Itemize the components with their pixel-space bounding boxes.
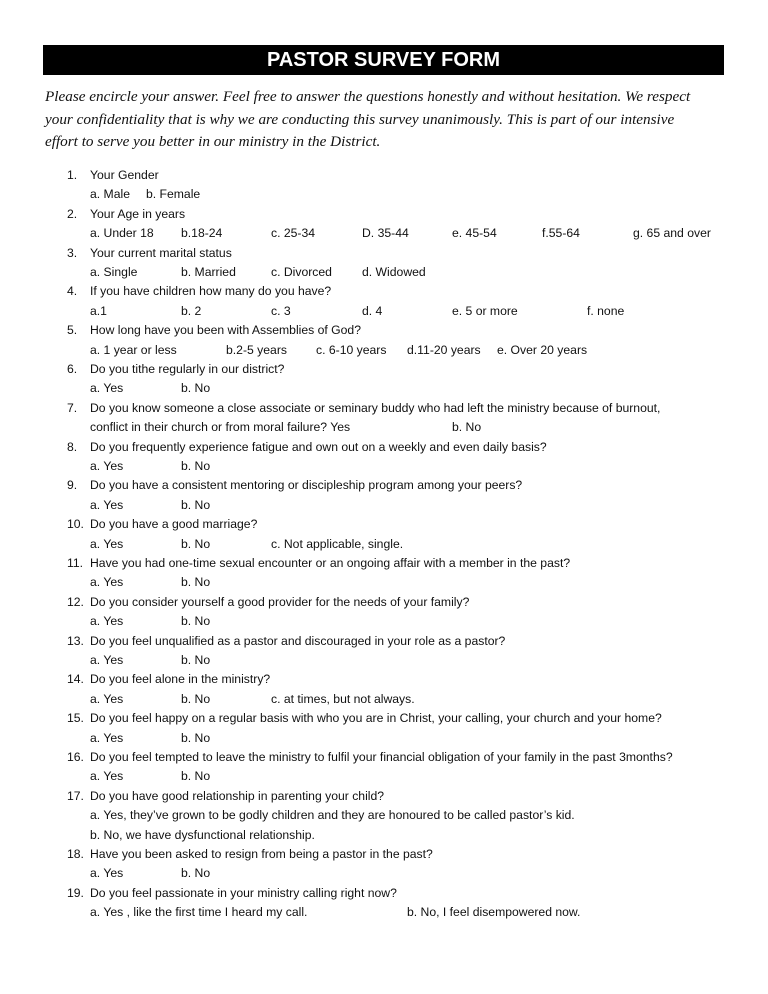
intro-line: your confidentiality that is why we are conducting this survey unanimously. This is part of our intensive [45, 110, 675, 128]
question-number: 17. [67, 788, 84, 803]
answer-option[interactable]: b. No, we have dysfunctional relationship. [90, 827, 315, 842]
question-text: If you have children how many do you have? [90, 284, 332, 299]
answer-option[interactable]: c. at times, but not always. [271, 691, 415, 706]
answer-option[interactable]: c. Not applicable, single. [271, 536, 404, 551]
options-row [0, 651, 768, 670]
question-text: Do you have good relationship in parenting your child? [90, 788, 385, 803]
answer-option[interactable]: b. No [181, 536, 211, 551]
answer-option[interactable]: b. Married [181, 265, 236, 279]
question-text: Your current marital status [90, 245, 232, 260]
question-number: 10. [67, 517, 84, 532]
question-number: 4. [67, 284, 78, 299]
question-number: 1. [67, 168, 78, 182]
question-text: Your Gender [90, 168, 159, 182]
question-number: 18. [67, 847, 84, 861]
answer-option[interactable]: a. Yes [90, 536, 124, 551]
answer-option[interactable]: b. No [181, 866, 211, 881]
answer-option[interactable]: d.11-20 years [407, 342, 481, 357]
answer-option[interactable]: a. Yes [90, 653, 124, 667]
intro-line: effort to serve you better in our ministry in the District. [45, 133, 381, 150]
answer-option[interactable]: a. Under 18 [90, 226, 154, 241]
question-number: 8. [67, 439, 78, 454]
options-row [0, 767, 768, 786]
question-text: Do you feel unqualified as a pastor and discouraged in your role as a pastor? [90, 633, 506, 648]
answer-option[interactable]: conflict in their church or from moral failure? Yes [90, 420, 351, 435]
intro-paragraph [45, 86, 725, 154]
question-number: 5. [67, 323, 78, 338]
answer-option[interactable]: a. Yes [90, 381, 124, 396]
question-text: Your Age in years [90, 206, 186, 221]
question-row [0, 748, 768, 767]
answer-option[interactable]: b. No [181, 497, 211, 512]
options-row [0, 612, 768, 631]
answer-option[interactable]: b.18-24 [181, 226, 223, 241]
question-row [0, 787, 768, 806]
question-number: 3. [67, 245, 78, 260]
question-row [0, 670, 768, 689]
options-row [0, 185, 768, 204]
answer-option[interactable]: e. Over 20 years [497, 342, 588, 357]
intro-line: Please encircle your answer. Feel free to answer the questions honestly and without hesitation. We respect [45, 88, 691, 105]
question-text: Do you consider yourself a good provider for the needs of your family? [90, 594, 470, 609]
question-row [0, 554, 768, 573]
answer-option[interactable]: a. Yes [90, 459, 124, 473]
question-row [0, 244, 768, 263]
question-number: 15. [67, 711, 84, 726]
question-row [0, 515, 768, 534]
question-row [0, 438, 768, 457]
question-text: Have you had one-time sexual encounter or an ongoing affair with a member in the past? [90, 556, 571, 570]
answer-option[interactable]: D. 35-44 [362, 226, 409, 241]
answer-option[interactable]: c. Divorced [271, 265, 332, 279]
answer-option[interactable]: b. No [181, 769, 211, 784]
answer-option[interactable]: a. Male [90, 187, 130, 202]
answer-option[interactable]: b. No, I feel disempowered now. [407, 905, 581, 920]
options-row [0, 826, 768, 845]
answer-option[interactable]: a. Yes [90, 730, 124, 745]
answer-option[interactable]: a. Yes [90, 769, 124, 784]
question-text: Do you frequently experience fatigue and own out on a weekly and even daily basis? [90, 439, 547, 454]
answer-option[interactable]: b. No [181, 459, 211, 473]
options-row [0, 457, 768, 476]
answer-option[interactable]: a. Yes [90, 497, 124, 512]
answer-option[interactable]: g. 65 and over [633, 226, 711, 241]
answer-option[interactable]: d. 4 [362, 303, 383, 318]
question-number: 7. [67, 400, 78, 415]
options-row [0, 903, 768, 922]
options-row [0, 535, 768, 554]
question-row [0, 360, 768, 379]
question-row [0, 282, 768, 301]
question-row [0, 399, 768, 418]
options-row [0, 379, 768, 398]
answer-option[interactable]: b. No [181, 730, 211, 745]
question-number: 16. [67, 750, 84, 764]
answer-option[interactable]: b. No [181, 691, 211, 706]
question-number: 2. [67, 206, 78, 221]
question-number: 6. [67, 362, 78, 376]
question-text: Do you feel passionate in your ministry calling right now? [90, 885, 397, 900]
answer-option[interactable]: f. none [587, 303, 625, 318]
options-row [0, 341, 768, 360]
answer-option[interactable]: a. Yes, they’ve grown to be godly children and they are honoured to be called pastor’s kid. [90, 808, 575, 823]
answer-option[interactable]: b.2-5 years [226, 342, 287, 357]
question-row [0, 321, 768, 340]
options-row [0, 573, 768, 592]
answer-option[interactable]: a. Yes [90, 866, 124, 881]
question-row [0, 166, 768, 185]
answer-option[interactable]: b. No [181, 653, 211, 667]
answer-option[interactable]: b. No [181, 381, 211, 396]
form-title: PASTOR SURVEY FORM [43, 45, 724, 75]
question-row [0, 476, 768, 495]
answer-option[interactable]: c. 25-34 [271, 226, 316, 241]
question-row [0, 709, 768, 728]
options-row [0, 729, 768, 748]
question-number: 14. [67, 672, 84, 687]
answer-option[interactable]: b. 2 [181, 303, 202, 318]
question-text: Do you feel alone in the ministry? [90, 672, 271, 687]
question-number: 13. [67, 633, 84, 648]
options-row [0, 496, 768, 515]
options-row [0, 418, 768, 437]
answer-option[interactable]: b. No [181, 575, 211, 590]
question-row [0, 593, 768, 612]
question-number: 9. [67, 478, 78, 493]
answer-option[interactable]: c. 3 [271, 303, 291, 318]
question-text: Do you have a consistent mentoring or discipleship program among your peers? [90, 478, 523, 493]
options-row [0, 302, 768, 321]
question-text: Have you been asked to resign from being a pastor in the past? [90, 847, 433, 861]
answer-option[interactable]: a. Yes [90, 691, 124, 706]
question-row [0, 205, 768, 224]
answer-option[interactable]: d. Widowed [362, 265, 426, 279]
question-row [0, 845, 768, 864]
options-row [0, 806, 768, 825]
answer-option[interactable]: c. 6-10 years [316, 342, 387, 357]
answer-option[interactable]: f.55-64 [542, 226, 580, 241]
question-text: Do you feel tempted to leave the ministry to fulfil your financial obligation of your family in the past 3months? [90, 750, 673, 764]
options-row [0, 690, 768, 709]
options-row [0, 263, 768, 282]
answer-option[interactable]: a.1 [90, 303, 107, 318]
answer-option[interactable]: a. Single [90, 265, 138, 279]
question-row [0, 632, 768, 651]
question-text: Do you have a good marriage? [90, 517, 258, 532]
answer-option[interactable]: a. 1 year or less [90, 342, 177, 357]
options-row [0, 864, 768, 883]
question-number: 12. [67, 594, 84, 609]
question-number: 19. [67, 885, 84, 900]
answer-option[interactable]: b. No [181, 614, 211, 629]
answer-option[interactable]: a. Yes [90, 614, 124, 629]
question-row [0, 884, 768, 903]
answer-option[interactable]: b. Female [146, 187, 201, 202]
question-number: 11. [67, 556, 84, 570]
answer-option[interactable]: b. No [452, 420, 482, 435]
answer-option[interactable]: a. Yes , like the first time I heard my call. [90, 905, 308, 920]
answer-option[interactable]: a. Yes [90, 575, 124, 590]
question-text: Do you feel happy on a regular basis with who you are in Christ, your calling, your church and your home? [90, 711, 662, 726]
question-text: How long have you been with Assemblies of God? [90, 323, 361, 338]
answer-option[interactable]: e. 45-54 [452, 226, 497, 241]
answer-option[interactable]: e. 5 or more [452, 303, 518, 318]
question-text: Do you tithe regularly in our district? [90, 362, 285, 376]
options-row [0, 224, 768, 243]
question-text: Do you know someone a close associate or seminary buddy who had left the ministry because of burnout, [90, 400, 661, 415]
